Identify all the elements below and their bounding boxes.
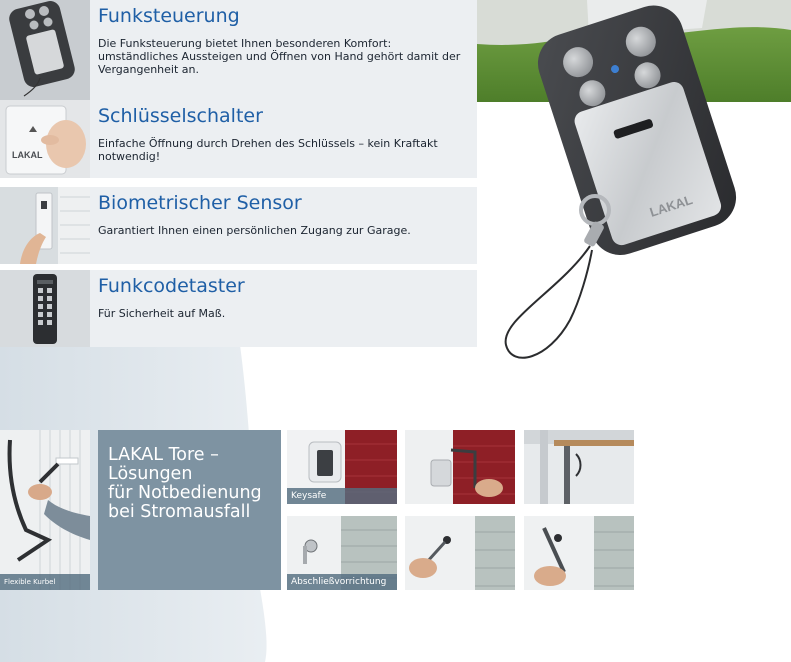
keyswitch-thumbnail	[0, 100, 90, 178]
remote-control-image	[470, 0, 791, 380]
keypad-thumbnail	[0, 270, 90, 347]
feature-title: Biometrischer Sensor	[98, 192, 302, 214]
feature-title: Funkcodetaster	[98, 275, 245, 297]
biometric-thumbnail	[0, 187, 90, 264]
keysafe-caption: Keysafe	[287, 488, 397, 504]
crank-tile	[0, 430, 90, 590]
lock-caption: Abschließvorrichtung	[287, 574, 397, 590]
lock-key-tile	[405, 516, 515, 590]
lock-turn-tile	[524, 516, 634, 590]
feature-description: Garantiert Ihnen einen persönlichen Zugang zur Garage.	[98, 224, 411, 237]
crank-caption: Flexible Kurbel	[0, 574, 90, 590]
remote-thumbnail	[0, 0, 90, 100]
feature-funksteuerung	[0, 0, 477, 77]
feature-description: Die Funksteuerung bietet Ihnen besonderen Komfort: umständliches Aussteigen und Öffnen von Hand gehört damit der Vergangenheit an.	[98, 37, 461, 76]
feature-schluesselschalter	[0, 100, 477, 178]
keyswitch-label: LAKAL	[12, 150, 43, 160]
keysafe-tile	[287, 430, 397, 504]
lock-tile	[287, 516, 397, 590]
remote-brand-label: LAKAL	[647, 191, 695, 220]
ceiling-release-tile	[524, 430, 634, 504]
emergency-heading: LAKAL Tore – Lösungen für Notbedienung bei Stromausfall	[98, 430, 281, 590]
feature-funkcodetaster	[0, 270, 477, 347]
feature-title: Schlüsselschalter	[98, 105, 263, 127]
feature-biometrischer-sensor	[0, 187, 477, 264]
feature-description: Einfache Öffnung durch Drehen des Schlüssels – kein Kraftakt notwendig!	[98, 137, 438, 163]
feature-title: Funksteuerung	[98, 5, 240, 27]
feature-description: Für Sicherheit auf Maß.	[98, 307, 226, 320]
keysafe-use-tile	[405, 430, 515, 504]
